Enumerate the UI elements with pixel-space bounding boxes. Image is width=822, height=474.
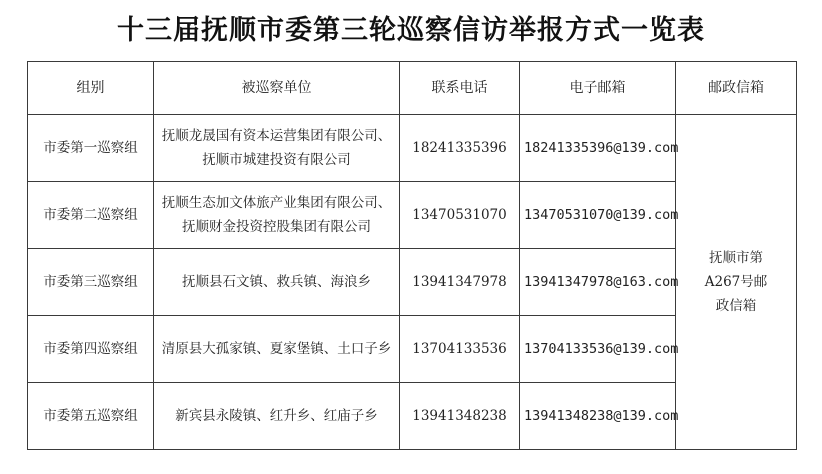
header-mailbox: 邮政信箱	[676, 62, 797, 115]
group-cell: 市委第二巡察组	[28, 182, 154, 249]
group-cell: 市委第一巡察组	[28, 115, 154, 182]
group-cell: 市委第三巡察组	[28, 249, 154, 316]
phone-cell: 13941348238	[400, 383, 520, 450]
email-cell: 13941347978@163.com	[520, 249, 676, 316]
phone-cell: 13470531070	[400, 182, 520, 249]
header-email: 电子邮箱	[520, 62, 676, 115]
email-cell: 13704133536@139.com	[520, 316, 676, 383]
mailbox-text: 抚顺市第A267号邮政信箱	[704, 250, 768, 314]
phone-cell: 13941347978	[400, 249, 520, 316]
unit-cell: 抚顺生态加文体旅产业集团有限公司、抚顺财金投资控股集团有限公司	[154, 182, 400, 249]
unit-cell: 清原县大孤家镇、夏家堡镇、土口子乡	[154, 316, 400, 383]
mailbox-cell	[676, 115, 797, 450]
email-cell: 18241335396@139.com	[520, 115, 676, 182]
inspection-contact-table	[27, 61, 797, 450]
header-group: 组别	[28, 62, 154, 115]
header-unit: 被巡察单位	[154, 62, 400, 115]
email-cell: 13941348238@139.com	[520, 383, 676, 450]
table-header-row	[28, 62, 797, 115]
phone-cell: 18241335396	[400, 115, 520, 182]
unit-cell: 抚顺龙晟国有资本运营集团有限公司、抚顺市城建投资有限公司	[154, 115, 400, 182]
phone-cell: 13704133536	[400, 316, 520, 383]
group-cell: 市委第四巡察组	[28, 316, 154, 383]
table-row	[28, 115, 797, 182]
unit-cell: 抚顺县石文镇、救兵镇、海浪乡	[154, 249, 400, 316]
header-phone: 联系电话	[400, 62, 520, 115]
email-cell: 13470531070@139.com	[520, 182, 676, 249]
unit-cell: 新宾县永陵镇、红升乡、红庙子乡	[154, 383, 400, 450]
group-cell: 市委第五巡察组	[28, 383, 154, 450]
page-title: 十三届抚顺市委第三轮巡察信访举报方式一览表	[117, 15, 705, 46]
